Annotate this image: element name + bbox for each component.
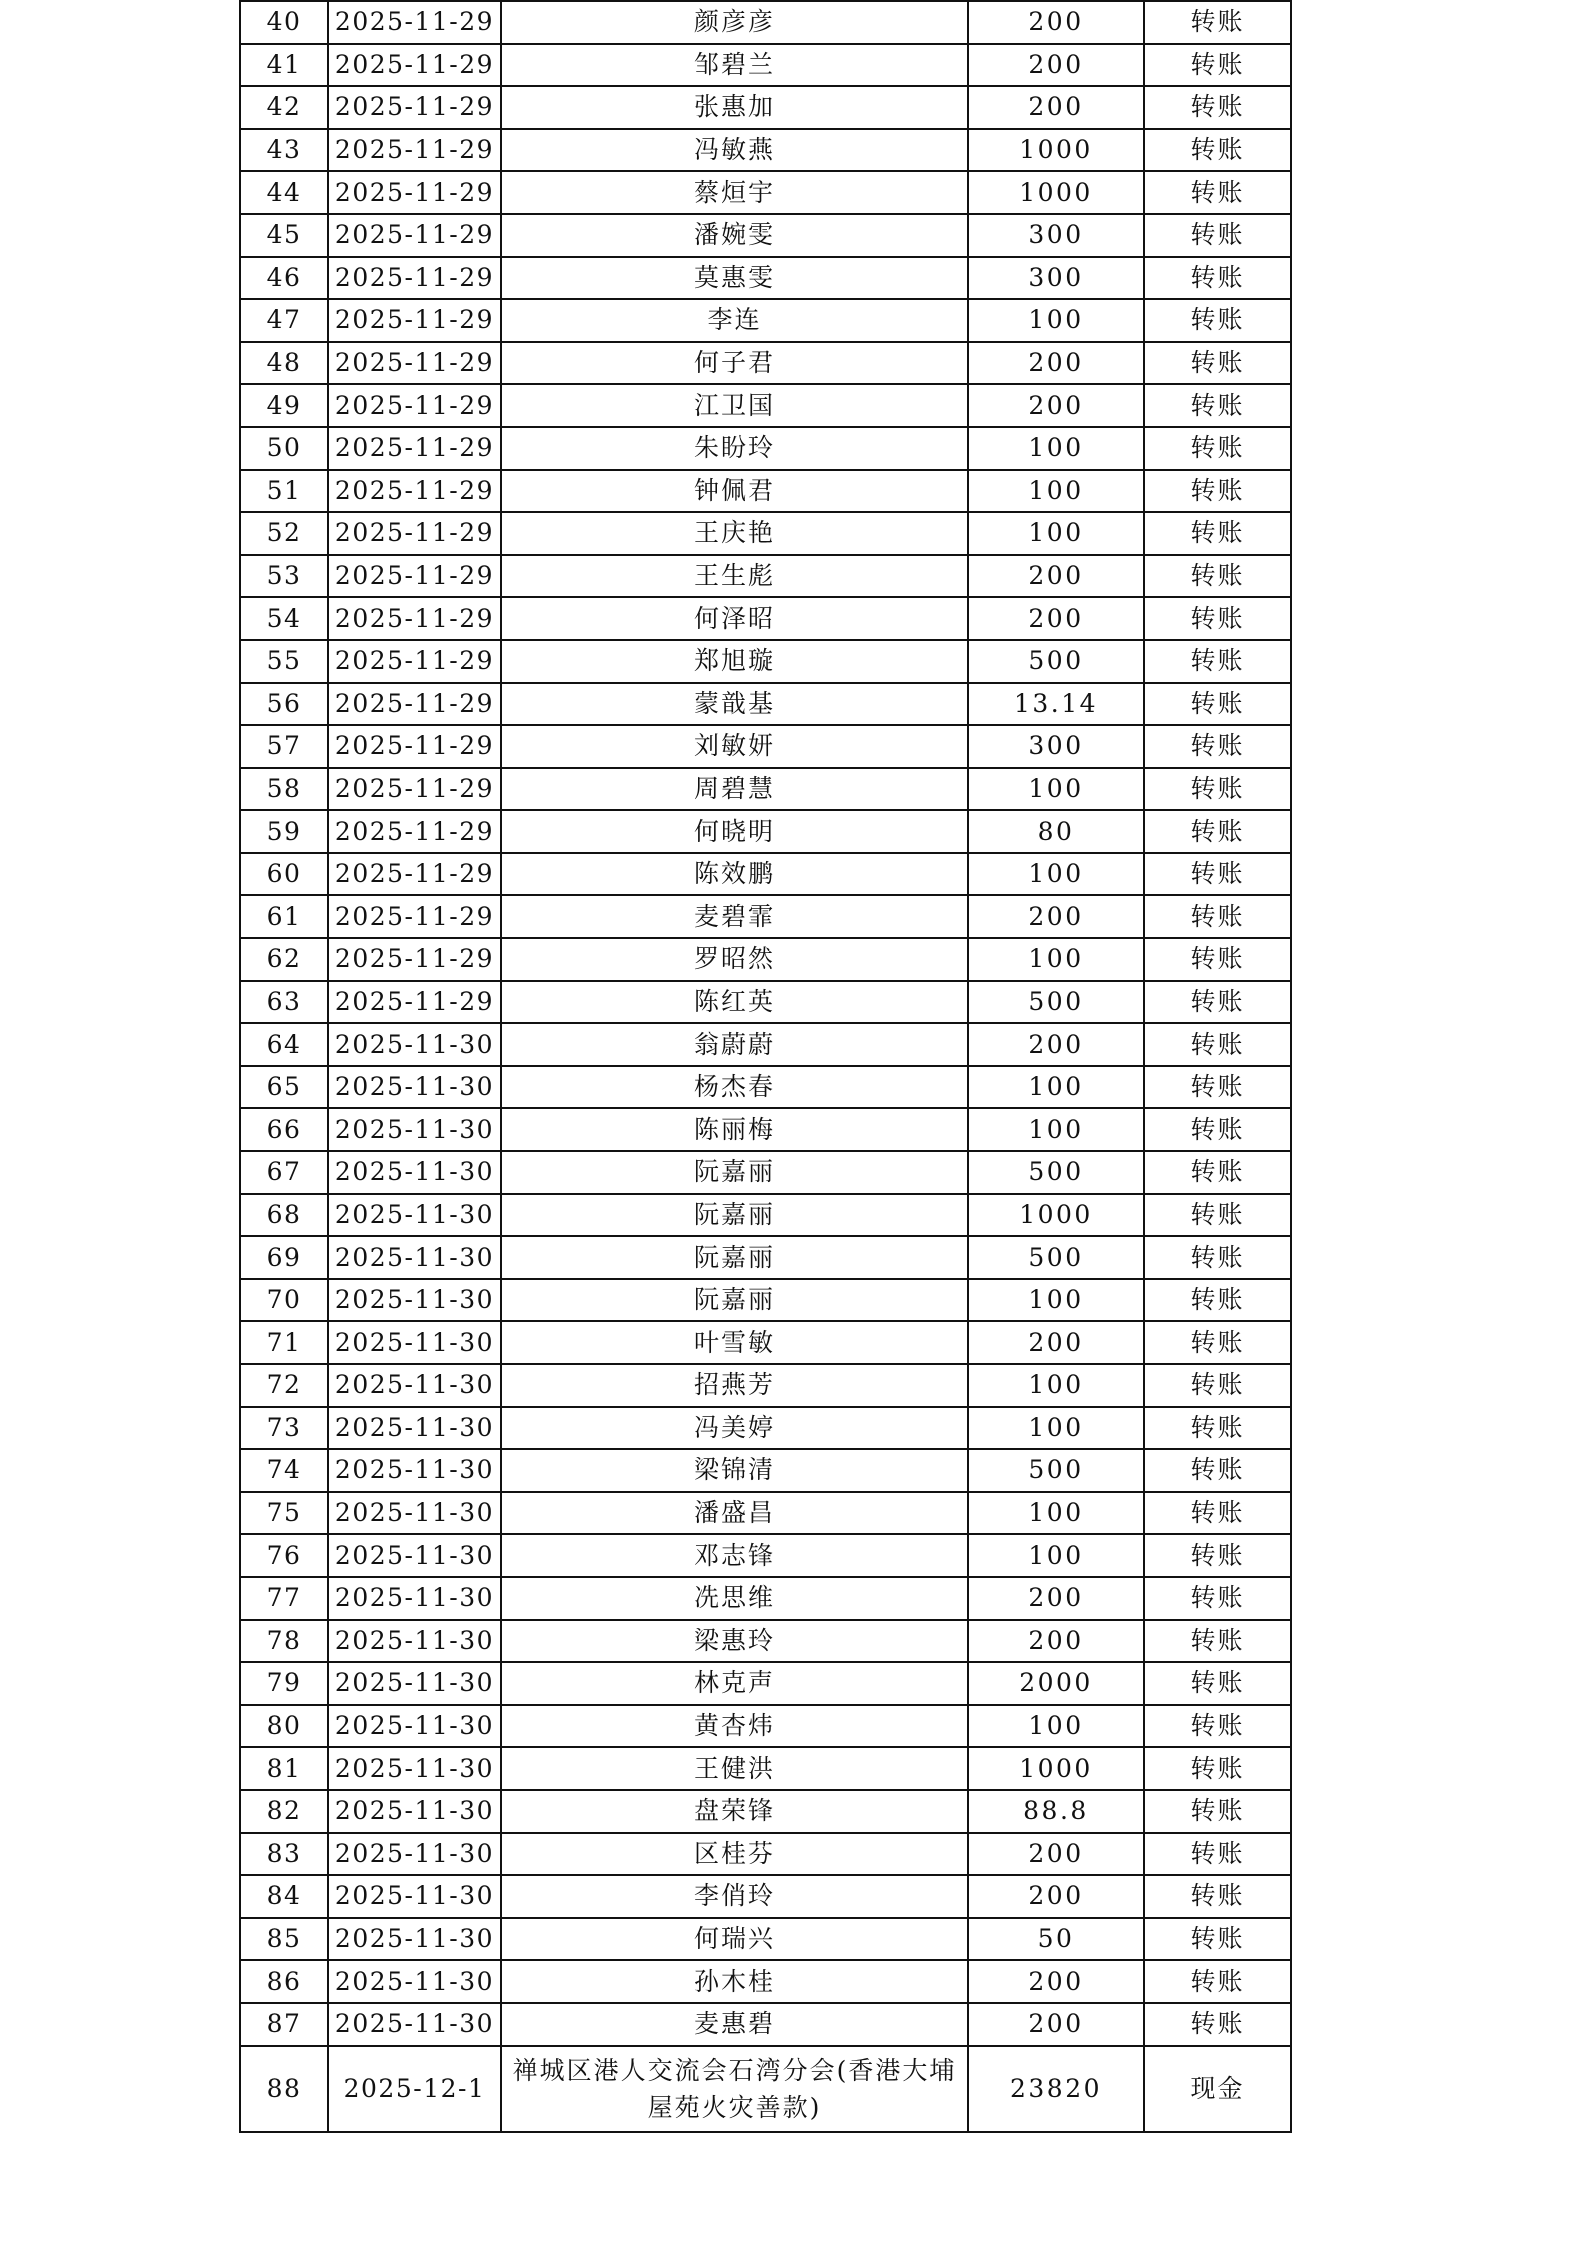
cell-no: 77 bbox=[240, 1577, 328, 1620]
cell-date: 2025-11-29 bbox=[328, 597, 501, 640]
table-row bbox=[240, 597, 1291, 640]
donation-table-body bbox=[240, 1, 1291, 2132]
cell-no: 75 bbox=[240, 1492, 328, 1535]
table-row bbox=[240, 1705, 1291, 1748]
cell-payment-method: 转账 bbox=[1144, 1151, 1291, 1194]
table-row bbox=[240, 512, 1291, 555]
table-row bbox=[240, 1321, 1291, 1364]
cell-donor-name: 颜彦彦 bbox=[501, 1, 968, 44]
cell-payment-method: 转账 bbox=[1144, 981, 1291, 1024]
cell-amount: 100 bbox=[968, 1364, 1144, 1407]
cell-date: 2025-11-30 bbox=[328, 1151, 501, 1194]
cell-date: 2025-11-30 bbox=[328, 1364, 501, 1407]
cell-no: 67 bbox=[240, 1151, 328, 1194]
cell-amount: 200 bbox=[968, 1620, 1144, 1663]
table-row bbox=[240, 1662, 1291, 1705]
cell-amount: 100 bbox=[968, 427, 1144, 470]
cell-date: 2025-11-29 bbox=[328, 981, 501, 1024]
cell-payment-method: 转账 bbox=[1144, 129, 1291, 172]
cell-donor-name: 蔡烜宇 bbox=[501, 171, 968, 214]
cell-payment-method: 转账 bbox=[1144, 768, 1291, 811]
cell-amount: 200 bbox=[968, 597, 1144, 640]
table-row bbox=[240, 1, 1291, 44]
cell-no: 86 bbox=[240, 1960, 328, 2003]
cell-date: 2025-11-30 bbox=[328, 1620, 501, 1663]
cell-date: 2025-11-29 bbox=[328, 895, 501, 938]
cell-donor-name: 何子君 bbox=[501, 342, 968, 385]
cell-no: 46 bbox=[240, 257, 328, 300]
cell-date: 2025-11-29 bbox=[328, 86, 501, 129]
table-row bbox=[240, 1151, 1291, 1194]
cell-amount: 200 bbox=[968, 1023, 1144, 1066]
cell-no: 58 bbox=[240, 768, 328, 811]
cell-no: 70 bbox=[240, 1279, 328, 1322]
cell-payment-method: 转账 bbox=[1144, 427, 1291, 470]
cell-date: 2025-11-29 bbox=[328, 427, 501, 470]
cell-amount: 100 bbox=[968, 1705, 1144, 1748]
cell-amount: 200 bbox=[968, 342, 1144, 385]
cell-no: 79 bbox=[240, 1662, 328, 1705]
table-row bbox=[240, 1023, 1291, 1066]
cell-date: 2025-11-30 bbox=[328, 1705, 501, 1748]
cell-no: 55 bbox=[240, 640, 328, 683]
cell-amount: 200 bbox=[968, 895, 1144, 938]
cell-no: 48 bbox=[240, 342, 328, 385]
cell-amount: 200 bbox=[968, 384, 1144, 427]
cell-payment-method: 转账 bbox=[1144, 1236, 1291, 1279]
table-row-last bbox=[240, 2046, 1291, 2132]
cell-donor-name: 王生彪 bbox=[501, 555, 968, 598]
table-row bbox=[240, 981, 1291, 1024]
cell-donor-name: 招燕芳 bbox=[501, 1364, 968, 1407]
cell-date: 2025-11-29 bbox=[328, 44, 501, 87]
cell-date: 2025-11-29 bbox=[328, 171, 501, 214]
cell-amount: 500 bbox=[968, 1449, 1144, 1492]
cell-no: 73 bbox=[240, 1407, 328, 1450]
cell-amount: 1000 bbox=[968, 171, 1144, 214]
cell-date: 2025-11-29 bbox=[328, 555, 501, 598]
cell-amount: 100 bbox=[968, 512, 1144, 555]
cell-date: 2025-11-29 bbox=[328, 853, 501, 896]
cell-payment-method: 转账 bbox=[1144, 512, 1291, 555]
cell-date: 2025-11-30 bbox=[328, 1534, 501, 1577]
cell-no: 43 bbox=[240, 129, 328, 172]
cell-date: 2025-11-30 bbox=[328, 1236, 501, 1279]
cell-no: 81 bbox=[240, 1747, 328, 1790]
table-row bbox=[240, 810, 1291, 853]
cell-no: 64 bbox=[240, 1023, 328, 1066]
cell-donor-name: 李俏玲 bbox=[501, 1875, 968, 1918]
cell-date: 2025-11-29 bbox=[328, 470, 501, 513]
cell-payment-method: 转账 bbox=[1144, 1449, 1291, 1492]
cell-amount: 1000 bbox=[968, 129, 1144, 172]
cell-amount: 200 bbox=[968, 1960, 1144, 2003]
cell-donor-name: 朱盼玲 bbox=[501, 427, 968, 470]
cell-no: 65 bbox=[240, 1066, 328, 1109]
cell-payment-method: 转账 bbox=[1144, 1662, 1291, 1705]
cell-no: 71 bbox=[240, 1321, 328, 1364]
cell-payment-method: 现金 bbox=[1144, 2046, 1291, 2132]
cell-no: 72 bbox=[240, 1364, 328, 1407]
cell-no: 54 bbox=[240, 597, 328, 640]
cell-payment-method: 转账 bbox=[1144, 853, 1291, 896]
cell-amount: 100 bbox=[968, 853, 1144, 896]
table-row bbox=[240, 299, 1291, 342]
cell-payment-method: 转账 bbox=[1144, 1960, 1291, 2003]
cell-date: 2025-11-29 bbox=[328, 342, 501, 385]
cell-payment-method: 转账 bbox=[1144, 895, 1291, 938]
table-row bbox=[240, 895, 1291, 938]
cell-no: 60 bbox=[240, 853, 328, 896]
cell-amount: 80 bbox=[968, 810, 1144, 853]
cell-date: 2025-11-29 bbox=[328, 129, 501, 172]
cell-date: 2025-11-30 bbox=[328, 1875, 501, 1918]
cell-no: 82 bbox=[240, 1790, 328, 1833]
cell-amount: 100 bbox=[968, 1492, 1144, 1535]
cell-donor-name: 李连 bbox=[501, 299, 968, 342]
cell-payment-method: 转账 bbox=[1144, 1492, 1291, 1535]
table-row bbox=[240, 1364, 1291, 1407]
cell-donor-name: 林克声 bbox=[501, 1662, 968, 1705]
cell-date: 2025-12-1 bbox=[328, 2046, 501, 2132]
cell-no: 40 bbox=[240, 1, 328, 44]
cell-donor-name: 盘荣锋 bbox=[501, 1790, 968, 1833]
cell-payment-method: 转账 bbox=[1144, 1194, 1291, 1237]
table-row bbox=[240, 427, 1291, 470]
cell-no: 44 bbox=[240, 171, 328, 214]
cell-amount: 2000 bbox=[968, 1662, 1144, 1705]
cell-date: 2025-11-30 bbox=[328, 1194, 501, 1237]
cell-donor-name: 何瑞兴 bbox=[501, 1918, 968, 1961]
table-row bbox=[240, 1279, 1291, 1322]
table-row bbox=[240, 1747, 1291, 1790]
cell-date: 2025-11-29 bbox=[328, 257, 501, 300]
cell-no: 53 bbox=[240, 555, 328, 598]
cell-date: 2025-11-30 bbox=[328, 1833, 501, 1876]
cell-no: 85 bbox=[240, 1918, 328, 1961]
cell-donor-name: 何晓明 bbox=[501, 810, 968, 853]
cell-amount: 500 bbox=[968, 640, 1144, 683]
cell-donor-name: 麦惠碧 bbox=[501, 2003, 968, 2046]
cell-payment-method: 转账 bbox=[1144, 1620, 1291, 1663]
table-row bbox=[240, 342, 1291, 385]
cell-date: 2025-11-29 bbox=[328, 938, 501, 981]
table-row bbox=[240, 1236, 1291, 1279]
cell-donor-name: 阮嘉丽 bbox=[501, 1279, 968, 1322]
cell-amount: 200 bbox=[968, 86, 1144, 129]
cell-amount: 100 bbox=[968, 768, 1144, 811]
cell-donor-name: 陈丽梅 bbox=[501, 1108, 968, 1151]
cell-donor-name: 阮嘉丽 bbox=[501, 1194, 968, 1237]
cell-donor-name: 何泽昭 bbox=[501, 597, 968, 640]
cell-donor-name: 陈红英 bbox=[501, 981, 968, 1024]
cell-date: 2025-11-30 bbox=[328, 1577, 501, 1620]
cell-payment-method: 转账 bbox=[1144, 2003, 1291, 2046]
cell-date: 2025-11-30 bbox=[328, 1321, 501, 1364]
table-row bbox=[240, 2003, 1291, 2046]
cell-no: 56 bbox=[240, 683, 328, 726]
cell-no: 51 bbox=[240, 470, 328, 513]
cell-amount: 1000 bbox=[968, 1747, 1144, 1790]
cell-amount: 100 bbox=[968, 1108, 1144, 1151]
table-row bbox=[240, 171, 1291, 214]
cell-payment-method: 转账 bbox=[1144, 384, 1291, 427]
cell-donor-name: 罗昭然 bbox=[501, 938, 968, 981]
cell-no: 88 bbox=[240, 2046, 328, 2132]
cell-donor-name: 麦碧霏 bbox=[501, 895, 968, 938]
cell-payment-method: 转账 bbox=[1144, 640, 1291, 683]
cell-date: 2025-11-29 bbox=[328, 299, 501, 342]
cell-donor-name: 蒙戠基 bbox=[501, 683, 968, 726]
table-row bbox=[240, 938, 1291, 981]
table-row bbox=[240, 384, 1291, 427]
cell-date: 2025-11-30 bbox=[328, 1449, 501, 1492]
cell-amount: 200 bbox=[968, 1, 1144, 44]
cell-donor-name: 潘盛昌 bbox=[501, 1492, 968, 1535]
cell-date: 2025-11-30 bbox=[328, 1108, 501, 1151]
cell-donor-name: 翁蔚蔚 bbox=[501, 1023, 968, 1066]
cell-amount: 300 bbox=[968, 214, 1144, 257]
cell-amount: 200 bbox=[968, 555, 1144, 598]
cell-date: 2025-11-29 bbox=[328, 384, 501, 427]
cell-payment-method: 转账 bbox=[1144, 1833, 1291, 1876]
cell-amount: 100 bbox=[968, 470, 1144, 513]
cell-no: 68 bbox=[240, 1194, 328, 1237]
table-row bbox=[240, 129, 1291, 172]
cell-payment-method: 转账 bbox=[1144, 938, 1291, 981]
cell-date: 2025-11-29 bbox=[328, 640, 501, 683]
cell-donor-name: 周碧慧 bbox=[501, 768, 968, 811]
cell-date: 2025-11-29 bbox=[328, 810, 501, 853]
cell-amount: 88.8 bbox=[968, 1790, 1144, 1833]
table-row bbox=[240, 768, 1291, 811]
cell-donor-name: 梁锦清 bbox=[501, 1449, 968, 1492]
cell-amount: 500 bbox=[968, 981, 1144, 1024]
cell-payment-method: 转账 bbox=[1144, 1577, 1291, 1620]
cell-no: 41 bbox=[240, 44, 328, 87]
cell-donor-name: 邹碧兰 bbox=[501, 44, 968, 87]
cell-no: 78 bbox=[240, 1620, 328, 1663]
cell-date: 2025-11-30 bbox=[328, 1918, 501, 1961]
cell-donor-name: 潘婉雯 bbox=[501, 214, 968, 257]
table-row bbox=[240, 1918, 1291, 1961]
cell-date: 2025-11-29 bbox=[328, 768, 501, 811]
cell-payment-method: 转账 bbox=[1144, 683, 1291, 726]
table-row bbox=[240, 44, 1291, 87]
cell-amount: 100 bbox=[968, 299, 1144, 342]
cell-payment-method: 转账 bbox=[1144, 555, 1291, 598]
table-row bbox=[240, 86, 1291, 129]
cell-payment-method: 转账 bbox=[1144, 1108, 1291, 1151]
table-row bbox=[240, 555, 1291, 598]
cell-amount: 100 bbox=[968, 1534, 1144, 1577]
cell-no: 69 bbox=[240, 1236, 328, 1279]
cell-payment-method: 转账 bbox=[1144, 1875, 1291, 1918]
cell-donor-name: 莫惠雯 bbox=[501, 257, 968, 300]
cell-payment-method: 转账 bbox=[1144, 1066, 1291, 1109]
cell-date: 2025-11-30 bbox=[328, 1066, 501, 1109]
cell-amount: 500 bbox=[968, 1151, 1144, 1194]
cell-amount: 200 bbox=[968, 1321, 1144, 1364]
cell-donor-name: 冼思维 bbox=[501, 1577, 968, 1620]
table-row bbox=[240, 725, 1291, 768]
cell-no: 45 bbox=[240, 214, 328, 257]
cell-payment-method: 转账 bbox=[1144, 1705, 1291, 1748]
cell-date: 2025-11-30 bbox=[328, 1747, 501, 1790]
cell-payment-method: 转账 bbox=[1144, 470, 1291, 513]
cell-no: 50 bbox=[240, 427, 328, 470]
cell-amount: 1000 bbox=[968, 1194, 1144, 1237]
cell-amount: 300 bbox=[968, 725, 1144, 768]
table-row bbox=[240, 1449, 1291, 1492]
cell-amount: 13.14 bbox=[968, 683, 1144, 726]
cell-date: 2025-11-30 bbox=[328, 1023, 501, 1066]
table-row bbox=[240, 1875, 1291, 1918]
cell-payment-method: 转账 bbox=[1144, 1279, 1291, 1322]
cell-payment-method: 转账 bbox=[1144, 1534, 1291, 1577]
cell-amount: 200 bbox=[968, 1577, 1144, 1620]
cell-date: 2025-11-30 bbox=[328, 1662, 501, 1705]
cell-date: 2025-11-29 bbox=[328, 512, 501, 555]
cell-no: 62 bbox=[240, 938, 328, 981]
cell-donor-name: 杨杰春 bbox=[501, 1066, 968, 1109]
cell-no: 74 bbox=[240, 1449, 328, 1492]
cell-donor-name: 张惠加 bbox=[501, 86, 968, 129]
cell-date: 2025-11-29 bbox=[328, 683, 501, 726]
cell-payment-method: 转账 bbox=[1144, 1023, 1291, 1066]
cell-no: 80 bbox=[240, 1705, 328, 1748]
cell-payment-method: 转账 bbox=[1144, 1, 1291, 44]
cell-date: 2025-11-30 bbox=[328, 1407, 501, 1450]
cell-no: 83 bbox=[240, 1833, 328, 1876]
cell-date: 2025-11-29 bbox=[328, 1, 501, 44]
cell-amount: 200 bbox=[968, 1833, 1144, 1876]
cell-amount: 23820 bbox=[968, 2046, 1144, 2132]
cell-no: 59 bbox=[240, 810, 328, 853]
cell-payment-method: 转账 bbox=[1144, 1747, 1291, 1790]
cell-amount: 50 bbox=[968, 1918, 1144, 1961]
table-row bbox=[240, 640, 1291, 683]
table-row bbox=[240, 1407, 1291, 1450]
table-row bbox=[240, 1620, 1291, 1663]
table-row bbox=[240, 853, 1291, 896]
cell-donor-name: 孙木桂 bbox=[501, 1960, 968, 2003]
cell-payment-method: 转账 bbox=[1144, 299, 1291, 342]
cell-payment-method: 转账 bbox=[1144, 342, 1291, 385]
cell-payment-method: 转账 bbox=[1144, 214, 1291, 257]
cell-no: 61 bbox=[240, 895, 328, 938]
cell-amount: 500 bbox=[968, 1236, 1144, 1279]
cell-no: 49 bbox=[240, 384, 328, 427]
cell-donor-name: 刘敏妍 bbox=[501, 725, 968, 768]
cell-donor-name: 陈效鹏 bbox=[501, 853, 968, 896]
cell-donor-name: 钟佩君 bbox=[501, 470, 968, 513]
cell-donor-name: 区桂芬 bbox=[501, 1833, 968, 1876]
cell-donor-name: 黄杏炜 bbox=[501, 1705, 968, 1748]
cell-donor-name: 邓志锋 bbox=[501, 1534, 968, 1577]
cell-donor-name: 江卫国 bbox=[501, 384, 968, 427]
table-row bbox=[240, 1066, 1291, 1109]
cell-no: 63 bbox=[240, 981, 328, 1024]
cell-payment-method: 转账 bbox=[1144, 86, 1291, 129]
cell-payment-method: 转账 bbox=[1144, 810, 1291, 853]
cell-payment-method: 转账 bbox=[1144, 597, 1291, 640]
cell-donor-name: 冯敏燕 bbox=[501, 129, 968, 172]
cell-payment-method: 转账 bbox=[1144, 1321, 1291, 1364]
donation-table bbox=[239, 0, 1292, 2133]
cell-amount: 200 bbox=[968, 2003, 1144, 2046]
table-row bbox=[240, 683, 1291, 726]
cell-amount: 200 bbox=[968, 1875, 1144, 1918]
cell-no: 47 bbox=[240, 299, 328, 342]
cell-date: 2025-11-30 bbox=[328, 1960, 501, 2003]
cell-no: 76 bbox=[240, 1534, 328, 1577]
cell-payment-method: 转账 bbox=[1144, 1790, 1291, 1833]
cell-no: 52 bbox=[240, 512, 328, 555]
cell-payment-method: 转账 bbox=[1144, 171, 1291, 214]
table-row bbox=[240, 1960, 1291, 2003]
table-row bbox=[240, 1492, 1291, 1535]
table-row bbox=[240, 470, 1291, 513]
cell-no: 57 bbox=[240, 725, 328, 768]
table-row bbox=[240, 1194, 1291, 1237]
table-row bbox=[240, 214, 1291, 257]
cell-date: 2025-11-30 bbox=[328, 1492, 501, 1535]
cell-amount: 100 bbox=[968, 1407, 1144, 1450]
cell-payment-method: 转账 bbox=[1144, 257, 1291, 300]
table-row bbox=[240, 1577, 1291, 1620]
cell-date: 2025-11-30 bbox=[328, 2003, 501, 2046]
cell-amount: 100 bbox=[968, 1066, 1144, 1109]
cell-amount: 100 bbox=[968, 1279, 1144, 1322]
cell-no: 84 bbox=[240, 1875, 328, 1918]
cell-donor-name: 阮嘉丽 bbox=[501, 1236, 968, 1279]
table-row bbox=[240, 1790, 1291, 1833]
table-row bbox=[240, 1108, 1291, 1151]
cell-payment-method: 转账 bbox=[1144, 1364, 1291, 1407]
cell-no: 66 bbox=[240, 1108, 328, 1151]
cell-payment-method: 转账 bbox=[1144, 44, 1291, 87]
cell-donor-name: 王庆艳 bbox=[501, 512, 968, 555]
cell-date: 2025-11-29 bbox=[328, 725, 501, 768]
cell-donor-name: 梁惠玲 bbox=[501, 1620, 968, 1663]
cell-amount: 200 bbox=[968, 44, 1144, 87]
table-row bbox=[240, 257, 1291, 300]
cell-date: 2025-11-30 bbox=[328, 1790, 501, 1833]
table-row bbox=[240, 1833, 1291, 1876]
cell-donor-name: 郑旭璇 bbox=[501, 640, 968, 683]
table-row bbox=[240, 1534, 1291, 1577]
cell-amount: 100 bbox=[968, 938, 1144, 981]
cell-donor-name: 叶雪敏 bbox=[501, 1321, 968, 1364]
cell-donor-name: 阮嘉丽 bbox=[501, 1151, 968, 1194]
cell-payment-method: 转账 bbox=[1144, 1407, 1291, 1450]
cell-payment-method: 转账 bbox=[1144, 725, 1291, 768]
cell-amount: 300 bbox=[968, 257, 1144, 300]
cell-donor-name: 王健洪 bbox=[501, 1747, 968, 1790]
cell-payment-method: 转账 bbox=[1144, 1918, 1291, 1961]
cell-no: 42 bbox=[240, 86, 328, 129]
cell-no: 87 bbox=[240, 2003, 328, 2046]
cell-date: 2025-11-29 bbox=[328, 214, 501, 257]
cell-date: 2025-11-30 bbox=[328, 1279, 501, 1322]
cell-donor-name: 冯美婷 bbox=[501, 1407, 968, 1450]
cell-donor-name: 禅城区港人交流会石湾分会(香港大埔屋苑火灾善款) bbox=[501, 2046, 968, 2132]
